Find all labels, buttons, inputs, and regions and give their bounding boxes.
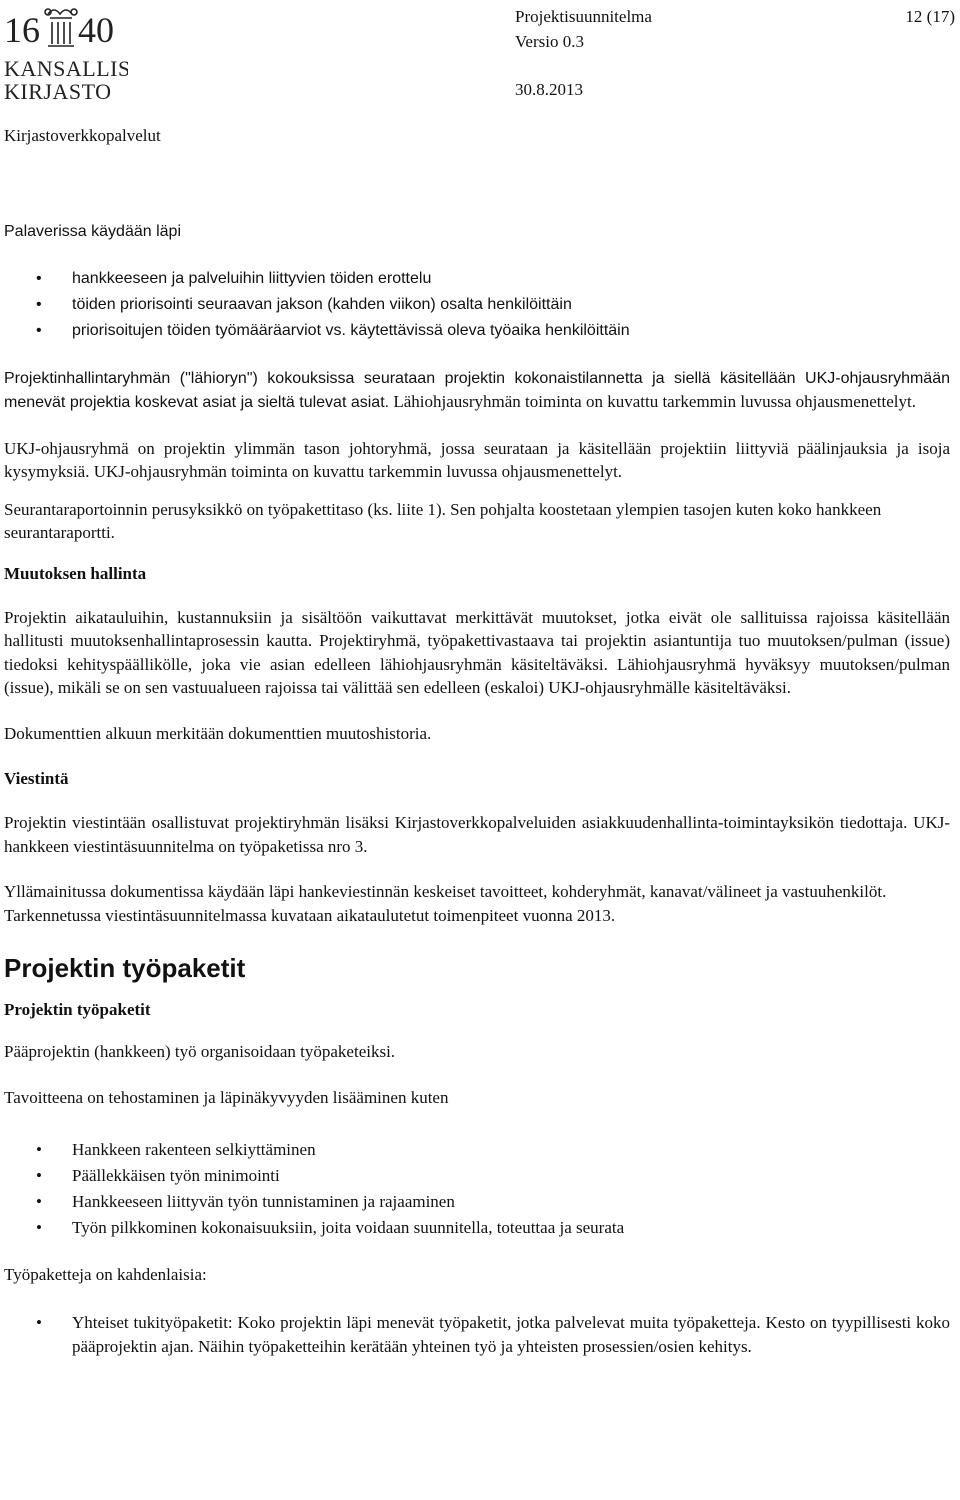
- paragraph-lahioryhma: Projektinhallintaryhmän ("lähioryn") kokouksissa seurataan projektin kokonaistilannetta ja siellä käsitellään UKJ-ohjausryhmään menevät projektia koskevat asiat ja sieltä tulevat asiat. Lähiohjausryhmän toiminta on kuvattu tarkemmin luvussa ohjausmenettelyt.: [4, 369, 950, 411]
- paragraph-seuranta: Seurantaraportoinnin perusyksikkö on työpakettitaso (ks. liite 1). Sen pohjalta koostetaan ylempien tasojen kuten koko hankkeen seurantaraportti.: [4, 499, 882, 542]
- bullet-icon: •: [36, 1192, 42, 1211]
- logo-line-1: KANSALLIS: [4, 56, 128, 81]
- heading-viestinta: Viestintä: [4, 769, 69, 788]
- list-item: • Päällekkäisen työn minimointi: [4, 1163, 950, 1189]
- doc-version: Versio 0.3: [515, 32, 584, 51]
- types-list: [4, 1311, 950, 1359]
- bullet-icon: •: [36, 269, 42, 287]
- paragraph-ohjausryhma: UKJ-ohjausryhmä on projektin ylimmän tason johtoryhmä, jossa seurataan ja käsitellään projektiin liittyviä päälinjauksia ja isoja kysymyksiä. UKJ-ohjausryhmän toiminta on kuvattu tarkemmin luvussa ohjausmenettelyt.: [4, 438, 950, 481]
- palaveri-heading: Palaverissa käydään läpi: [4, 223, 181, 240]
- logo-year-left: 16: [4, 10, 40, 50]
- bullet-icon: •: [36, 1312, 42, 1332]
- paragraph-dokumentit: Dokumenttien alkuun merkitään dokumenttien muutoshistoria.: [4, 723, 432, 743]
- paragraph-muutokset: Projektin aikatauluihin, kustannuksiin ja sisältöön vaikuttavat merkittävät muutokset, jotka eivät ole sallituissa rajoissa käsitellään hallitusti muutoksenhallintaprosessin kautta. Projektiryhmä, työpakettivastaava tai projektin asiantuntija tuo muutoksen/pulman (issue) tiedoksi kehityspäällikölle, joka vie asian edelleen lähiohjausryhmän käsiteltäväksi. Lähiohjausryhmä hyväksyy muutoksen/pulman (issue), mikäli se on sen vastuualueen rajoissa tai välittää sen edelleen (eskaloi) UKJ-ohjausryhmälle käsiteltäväksi.: [4, 607, 950, 697]
- paragraph-tavoitteet: Tavoitteena on tehostaminen ja läpinäkyvyyden lisääminen kuten: [4, 1087, 449, 1107]
- section-title: Projektin työpaketit: [4, 953, 246, 983]
- paragraph-tyypit: Työpaketteja on kahdenlaisia:: [4, 1265, 207, 1284]
- list-item: • hankkeeseen ja palveluihin liittyvien töiden erottelu: [4, 266, 950, 292]
- list-item: • Hankkeen rakenteen selkiyttäminen: [4, 1137, 950, 1163]
- doc-title: Projektisuunnitelma: [515, 7, 652, 26]
- document-header: [515, 4, 955, 102]
- page-number: 12 (17): [905, 7, 955, 26]
- bullet-icon: •: [36, 1218, 42, 1237]
- paragraph-viestinta: Projektin viestintään osallistuvat projektiryhmän lisäksi Kirjastoverkkopalveluiden asiakkuudenhallinta-toimintayksikön tiedottaja. UKJ-hankkeen viestintäsuunnitelma on työpaketissa nro 3.: [4, 813, 950, 856]
- logo-line-2: KIRJASTO: [4, 79, 112, 102]
- column-capital-icon: [45, 9, 77, 46]
- heading-muutoksen-hallinta: Muutoksen hallinta: [4, 563, 147, 583]
- list-item: • töiden priorisointi seuraavan jakson (kahden viikon) osalta henkilöittäin: [4, 292, 950, 318]
- palaveri-list: [4, 266, 950, 344]
- doc-date: 30.8.2013: [515, 80, 583, 99]
- bullet-icon: •: [36, 321, 42, 339]
- paragraph-viestinta-dokumentti: Yllämainitussa dokumentissa käydään läpi hankeviestinnän keskeiset tavoitteet, kohderyhmät, kanavat/välineet ja vastuuhenkilöt. Tarkennetussa viestintäsuunnitelmassa kuvataan aikataulutetut toimenpiteet vuonna 2013.: [4, 882, 887, 925]
- paragraph-tyopaketit: Pääprojektin (hankkeen) työ organisoidaan työpaketeiksi.: [4, 1042, 396, 1061]
- bullet-icon: •: [36, 295, 42, 313]
- goals-list: [4, 1137, 950, 1241]
- list-item: • Hankkeeseen liittyvän työn tunnistaminen ja rajaaminen: [4, 1189, 950, 1215]
- bullet-icon: •: [36, 1140, 42, 1159]
- list-item: • Yhteiset tukityöpaketit: Koko projektin läpi menevät työpaketit, jotka palvelevat muita työpaketteja. Kesto on tyypillisesti koko pääprojektin ajan. Näihin työpaketteihin kerätään yhteinen työ ja yhteisten prosessien/osien kehitys.: [36, 1312, 950, 1356]
- list-item: • priorisoitujen töiden työmääräarviot vs. käytettävissä oleva työaika henkilöittäin: [4, 318, 950, 344]
- subsection-title: Projektin työpaketit: [4, 1000, 151, 1019]
- logo-year-right: 40: [78, 10, 114, 50]
- kansalliskirjasto-logo: [2, 2, 128, 102]
- page-content: [4, 220, 950, 1359]
- bullet-icon: •: [36, 1166, 42, 1185]
- organization-unit: Kirjastoverkkopalvelut: [4, 126, 161, 145]
- list-item: • Työn pilkkominen kokonaisuuksiin, joita voidaan suunnitella, toteuttaa ja seurata: [4, 1215, 950, 1241]
